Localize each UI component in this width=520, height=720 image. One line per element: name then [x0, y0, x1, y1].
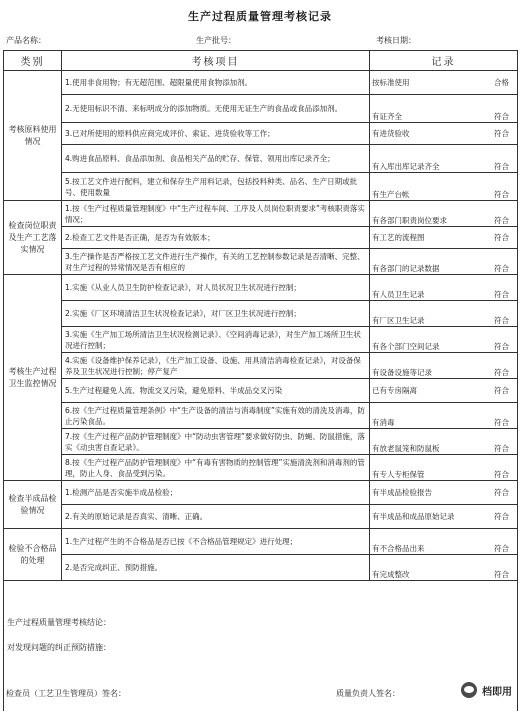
watermark: [461, 682, 512, 698]
item-cell: 8.按《生产过程产品防护管理制度》中“有毒有害物质的控制管理”实施清洗剂和消毒剂的管理，防止人身、食品受到污染。: [62, 455, 370, 481]
wechat-icon: [461, 682, 477, 698]
record-result: 符合: [494, 129, 509, 138]
record-text: 有完成整改: [372, 569, 410, 579]
signature-row: [6, 688, 514, 699]
record-text: 有半成品检验报告: [372, 488, 432, 497]
category-cell: 检查岗位职责及生产工艺落实情况: [4, 201, 62, 275]
record-result: 符合: [494, 443, 509, 453]
table-row: [4, 455, 518, 481]
item-cell: 4.购进食品原料、食品添加剂、食品相关产品的贮存、保管、领用出库记录齐全；: [62, 145, 370, 173]
item-cell: 7.按《生产过程产品防护管理制度》中“防动虫害管理”要求做好防虫、防蝇、防鼠措施，落实《动虫害自查记录》。: [62, 429, 370, 455]
record-text: 有半成品和成品原始记录: [372, 512, 455, 521]
record-cell: [370, 249, 518, 275]
record-result: 符合: [494, 189, 509, 199]
record-result: 符合: [494, 469, 509, 479]
record-cell: [370, 227, 518, 249]
table-row: [4, 505, 518, 529]
record-text: 有进货验收: [372, 129, 410, 138]
record-result: 符合: [494, 289, 509, 299]
record-cell: [370, 353, 518, 379]
category-cell: 考核生产过程卫生监控情况: [4, 275, 62, 481]
record-text: 有消毒: [372, 417, 395, 427]
record-cell: [370, 201, 518, 227]
manager-signature-label: 质量负责人签名：: [336, 689, 400, 698]
record-cell: [370, 481, 518, 505]
header-item: 考核项目: [62, 51, 370, 71]
table-body: [4, 71, 518, 581]
record-result: 符合: [494, 161, 509, 171]
table-row: [4, 249, 518, 275]
record-result: 符合: [494, 315, 509, 325]
record-cell: [370, 95, 518, 123]
record-text: 有工艺的流程图: [372, 233, 425, 242]
record-text: 有生产台帐: [372, 189, 410, 199]
item-cell: 1.生产过程产生的不合格品是否已按《不合格品管理规定》进行处理；: [62, 529, 370, 555]
record-cell: [370, 379, 518, 403]
table-row: [4, 403, 518, 429]
record-result: 符合: [494, 488, 509, 497]
category-cell: 检验不合格品的处理: [4, 529, 62, 581]
inspector-signature-label: 检查员（工艺卫生管理员）签名：: [6, 689, 126, 698]
item-cell: 3.生产操作是否严格按工艺文件进行生产操作，有关的工艺控制参数记录是否清晰、完整、对生产过程的异常情况是否有相应的: [62, 249, 370, 275]
item-cell: 6.按《生产过程质量管理条例》中“生产设备的清洁与消毒制度”实施有效的清洗及消毒，防止污染食品。: [62, 403, 370, 429]
item-cell: 3.已对所使用的原料供应商完成评价、索证、进货验收等工作；: [62, 123, 370, 145]
item-cell: 5.按工艺文件进行配料，建立和保存生产用料记录，包括投料种类、品名、生产日期或批号、使用数量: [62, 173, 370, 201]
item-cell: 1.按《生产过程质量管理制度》中“生产过程车间、工序及人员岗位职责要求”考核职责落实情况；: [62, 201, 370, 227]
table-row: [4, 327, 518, 353]
record-cell: [370, 505, 518, 529]
record-cell: [370, 429, 518, 455]
measures-label: 对发现问题的纠正预防措施：: [7, 643, 111, 652]
record-cell: [370, 145, 518, 173]
record-cell: [370, 173, 518, 201]
record-cell: [370, 403, 518, 429]
record-result: 符合: [494, 569, 509, 579]
table-row: [4, 95, 518, 123]
record-text: 已有专房隔离: [372, 386, 417, 395]
item-cell: 1.检测产品是否实施半成品检验；: [62, 481, 370, 505]
table-row: [4, 555, 518, 581]
item-cell: 4.实施《设备维护保养记录》，《生产加工设备、设施、用具清洁消毒检查记录》，对设备保养及卫生状况进行控制；停产复产: [62, 353, 370, 379]
item-cell: 2.有关的原始记录是否真实、清晰、正确。: [62, 505, 370, 529]
record-text: 有各部门的记录数据: [372, 263, 440, 273]
table-row: [4, 353, 518, 379]
category-cell: 检查半成品检验情况: [4, 481, 62, 529]
table-row: [4, 481, 518, 505]
record-cell: [370, 327, 518, 353]
record-text: 有专人专柜保管: [372, 469, 425, 479]
record-text: 有人员卫生记录: [372, 289, 425, 299]
product-name-label: 产品名称：: [6, 35, 46, 45]
table-header-row: [4, 51, 518, 71]
batch-no-label: 生产批号：: [196, 35, 236, 45]
record-text: 有厂区卫生记录: [372, 315, 425, 325]
table-row: [4, 275, 518, 301]
record-cell: [370, 275, 518, 301]
item-cell: 2.实施《厂区环境清洁卫生状况检查记录》，对厂区卫生状况进行控制；: [62, 301, 370, 327]
record-result: 符合: [494, 543, 509, 553]
table-row: [4, 71, 518, 95]
item-cell: 2.是否完成纠正、预防措施。: [62, 555, 370, 581]
meta-row: [3, 30, 517, 50]
assessment-table: [3, 50, 518, 711]
table-row: [4, 429, 518, 455]
record-text: 有证齐全: [372, 111, 402, 121]
record-result: 符合: [494, 111, 509, 121]
record-result: 合格: [494, 78, 509, 87]
record-result: 符合: [494, 341, 509, 351]
table-row: [4, 227, 518, 249]
item-cell: 2.检查工艺文件是否正确，是否为有效版本；: [62, 227, 370, 249]
watermark-text: 档即用: [482, 686, 512, 698]
header-category: 类别: [4, 51, 62, 71]
conclusion-label: 生产过程质量管理考核结论：: [7, 618, 111, 627]
table-row: [4, 301, 518, 327]
record-cell: [370, 529, 518, 555]
item-cell: 3.实施《生产加工场所清洁卫生状况检测记录》、《空间消毒记录》，对生产加工场所卫生状况进行控制；: [62, 327, 370, 353]
table-row: [4, 379, 518, 403]
document-title: 生产过程质量管理考核记录: [188, 10, 332, 23]
header-record: 记录: [370, 51, 518, 71]
item-cell: 1.使用非食用物；有无超范围、超限量使用食物添加剂。: [62, 71, 370, 95]
record-cell: [370, 555, 518, 581]
record-cell: [370, 123, 518, 145]
record-result: 符合: [494, 215, 509, 225]
item-cell: 5.生产过程避免人流、物流交叉污染，避免原料、半成品交叉污染: [62, 379, 370, 403]
record-result: 符合: [494, 512, 509, 521]
record-cell: [370, 455, 518, 481]
table-row: [4, 201, 518, 227]
record-result: 符合: [494, 263, 509, 273]
record-text: 有放老鼠笼和防鼠板: [372, 443, 440, 453]
record-text: 有各个部门空间记录: [372, 341, 440, 351]
record-cell: [370, 71, 518, 95]
record-text: 按标准使用: [372, 78, 410, 87]
table-row: [4, 145, 518, 173]
record-cell: [370, 301, 518, 327]
record-result: 符合: [494, 417, 509, 427]
record-text: 有入库出库记录齐全: [372, 161, 440, 171]
record-result: 符合: [494, 367, 509, 377]
record-text: 有设备设施等记录: [372, 367, 432, 377]
item-cell: 2.无使用标识不清、来标明成分的添加物质。无使用无证生产的食品或食品添加剂。: [62, 95, 370, 123]
category-cell: 考核原料使用情况: [4, 71, 62, 201]
record-text: 有各部门职责岗位要求: [372, 215, 447, 225]
item-cell: 1.实施《从业人员卫生防护检查记录》，对人员状况卫生状况进行控制；: [62, 275, 370, 301]
check-date-label: 考核日期：: [376, 35, 416, 45]
table-row: [4, 123, 518, 145]
record-text: 有不合格品出来: [372, 543, 425, 553]
record-result: 符合: [494, 233, 509, 242]
table-row: [4, 529, 518, 555]
table-row: [4, 173, 518, 201]
record-result: 符合: [494, 386, 509, 395]
